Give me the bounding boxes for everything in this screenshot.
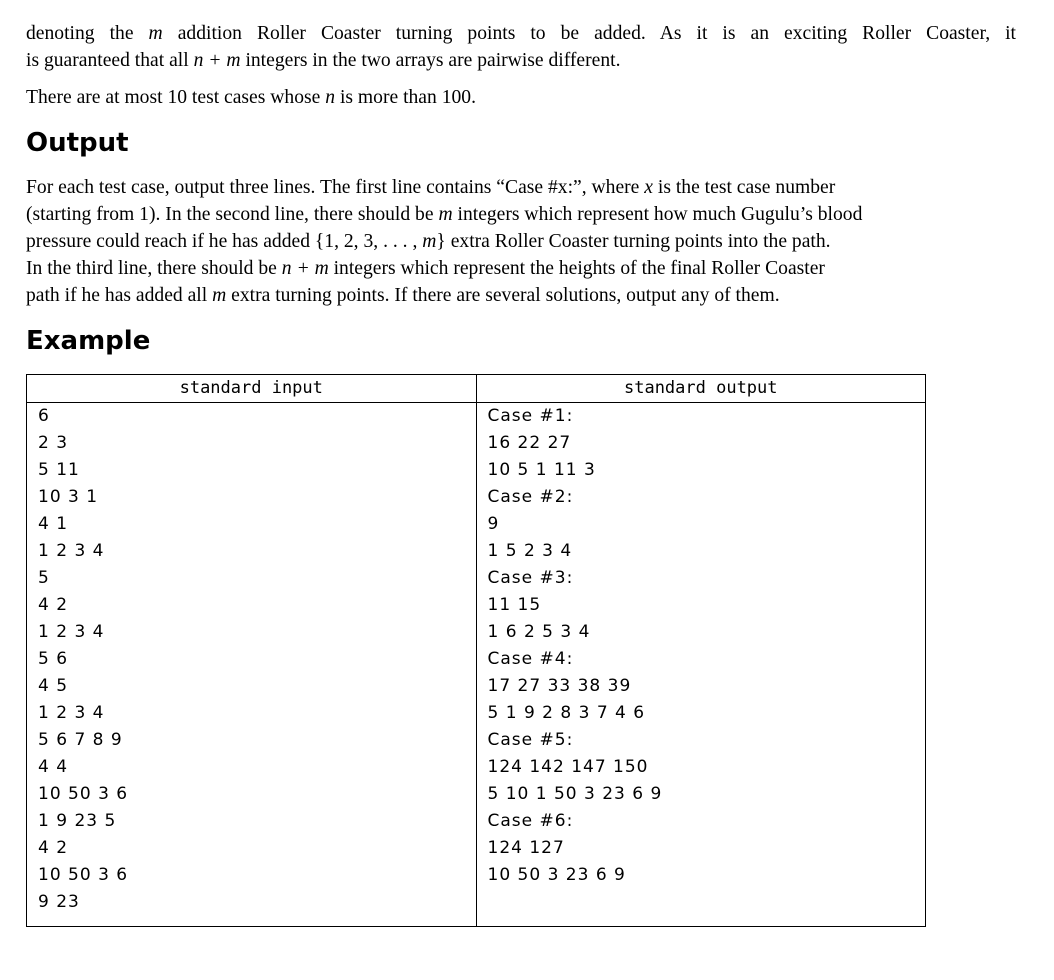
output-line: Case #4: [487, 649, 574, 669]
standard-input-cell [27, 403, 477, 927]
output-line: Case #2: [487, 487, 574, 507]
math-var: x [644, 177, 653, 198]
text: integers in the two arrays are pairwise different. [240, 50, 621, 71]
text: For each test case, output three lines. The first line contains “Case #x:”, where [26, 177, 645, 198]
input-line: 5 6 [38, 649, 69, 669]
input-line: 1 2 3 4 [38, 622, 105, 642]
text: addition Roller Coaster turning points to be added. As it is an exciting Roller Coaster, it [162, 23, 1016, 44]
text: There are at most 10 test cases whose [26, 87, 326, 108]
header-standard-input: standard input [27, 375, 477, 403]
output-line: 17 27 33 38 39 [487, 676, 632, 696]
output-line: 124 127 [487, 838, 565, 858]
output-line: 10 50 3 23 6 9 [487, 865, 626, 885]
output-description [26, 174, 1016, 309]
input-line: 4 4 [38, 757, 69, 777]
standard-output-cell [476, 403, 926, 927]
input-line: 5 11 [38, 460, 80, 480]
output-line: Case #1: [487, 406, 574, 426]
input-line: 10 3 1 [38, 487, 99, 507]
output-line: Case #3: [487, 568, 574, 588]
input-line: 4 2 [38, 838, 69, 858]
math-var: m [212, 285, 227, 306]
math-expr: n + m [193, 50, 241, 71]
text: is the test case number [652, 177, 836, 198]
text: integers which represent the heights of the final Roller Coaster [328, 258, 825, 279]
output-lines [477, 403, 926, 889]
text: is guaranteed that all [26, 50, 194, 71]
input-line: 9 23 [38, 892, 80, 912]
paragraph-line [26, 255, 1016, 282]
input-line: 1 9 23 5 [38, 811, 117, 831]
input-line: 6 [38, 406, 50, 426]
paragraph-line [26, 174, 1016, 201]
output-line: 5 10 1 50 3 23 6 9 [487, 784, 663, 804]
input-line: 2 3 [38, 433, 69, 453]
input-description-tail [26, 20, 1016, 74]
paragraph-line [26, 201, 1016, 228]
math-expr: n + m [281, 258, 329, 279]
output-line: 5 1 9 2 8 3 7 4 6 [487, 703, 646, 723]
input-line: 4 5 [38, 676, 69, 696]
output-line: 16 22 27 [487, 433, 572, 453]
text: is more than 100. [335, 87, 476, 108]
input-line: 10 50 3 6 [38, 784, 129, 804]
example-heading: Example [26, 326, 151, 356]
input-line: 1 2 3 4 [38, 703, 105, 723]
output-line: Case #5: [487, 730, 574, 750]
example-table [26, 374, 926, 927]
paragraph-line [26, 228, 1016, 255]
text: integers which represent how much Gugulu’s blood [452, 204, 863, 225]
math-var: m [148, 23, 163, 44]
input-line: 5 [38, 568, 50, 588]
text: In the third line, there should be [26, 258, 282, 279]
output-line: 11 15 [487, 595, 542, 615]
text: path if he has added all [26, 285, 213, 306]
input-line: 5 6 7 8 9 [38, 730, 123, 750]
input-line: 1 2 3 4 [38, 541, 105, 561]
paragraph-line [26, 84, 1016, 111]
output-line: 9 [487, 514, 500, 534]
paragraph-line [26, 20, 1016, 47]
text: (starting from 1). In the second line, there should be [26, 204, 439, 225]
text: pressure could reach if he has added {1, 2, 3, . . . , [26, 231, 423, 252]
paragraph-line [26, 47, 1016, 74]
math-var: n [325, 87, 336, 108]
input-lines [27, 403, 476, 916]
output-line: 1 5 2 3 4 [487, 541, 573, 561]
text: extra turning points. If there are several solutions, output any of them. [226, 285, 780, 306]
input-line: 10 50 3 6 [38, 865, 129, 885]
output-line: 124 142 147 150 [487, 757, 649, 777]
math-var: m [422, 231, 437, 252]
math-var: m [438, 204, 453, 225]
text: denoting the [26, 23, 149, 44]
text: } extra Roller Coaster turning points into the path. [436, 231, 831, 252]
limit-note [26, 84, 1016, 111]
input-line: 4 2 [38, 595, 69, 615]
header-standard-output: standard output [476, 375, 926, 403]
output-heading: Output [26, 128, 129, 158]
output-line: 10 5 1 11 3 [487, 460, 596, 480]
output-line: 1 6 2 5 3 4 [487, 622, 591, 642]
output-line: Case #6: [487, 811, 574, 831]
input-line: 4 1 [38, 514, 69, 534]
paragraph-line [26, 282, 1016, 309]
